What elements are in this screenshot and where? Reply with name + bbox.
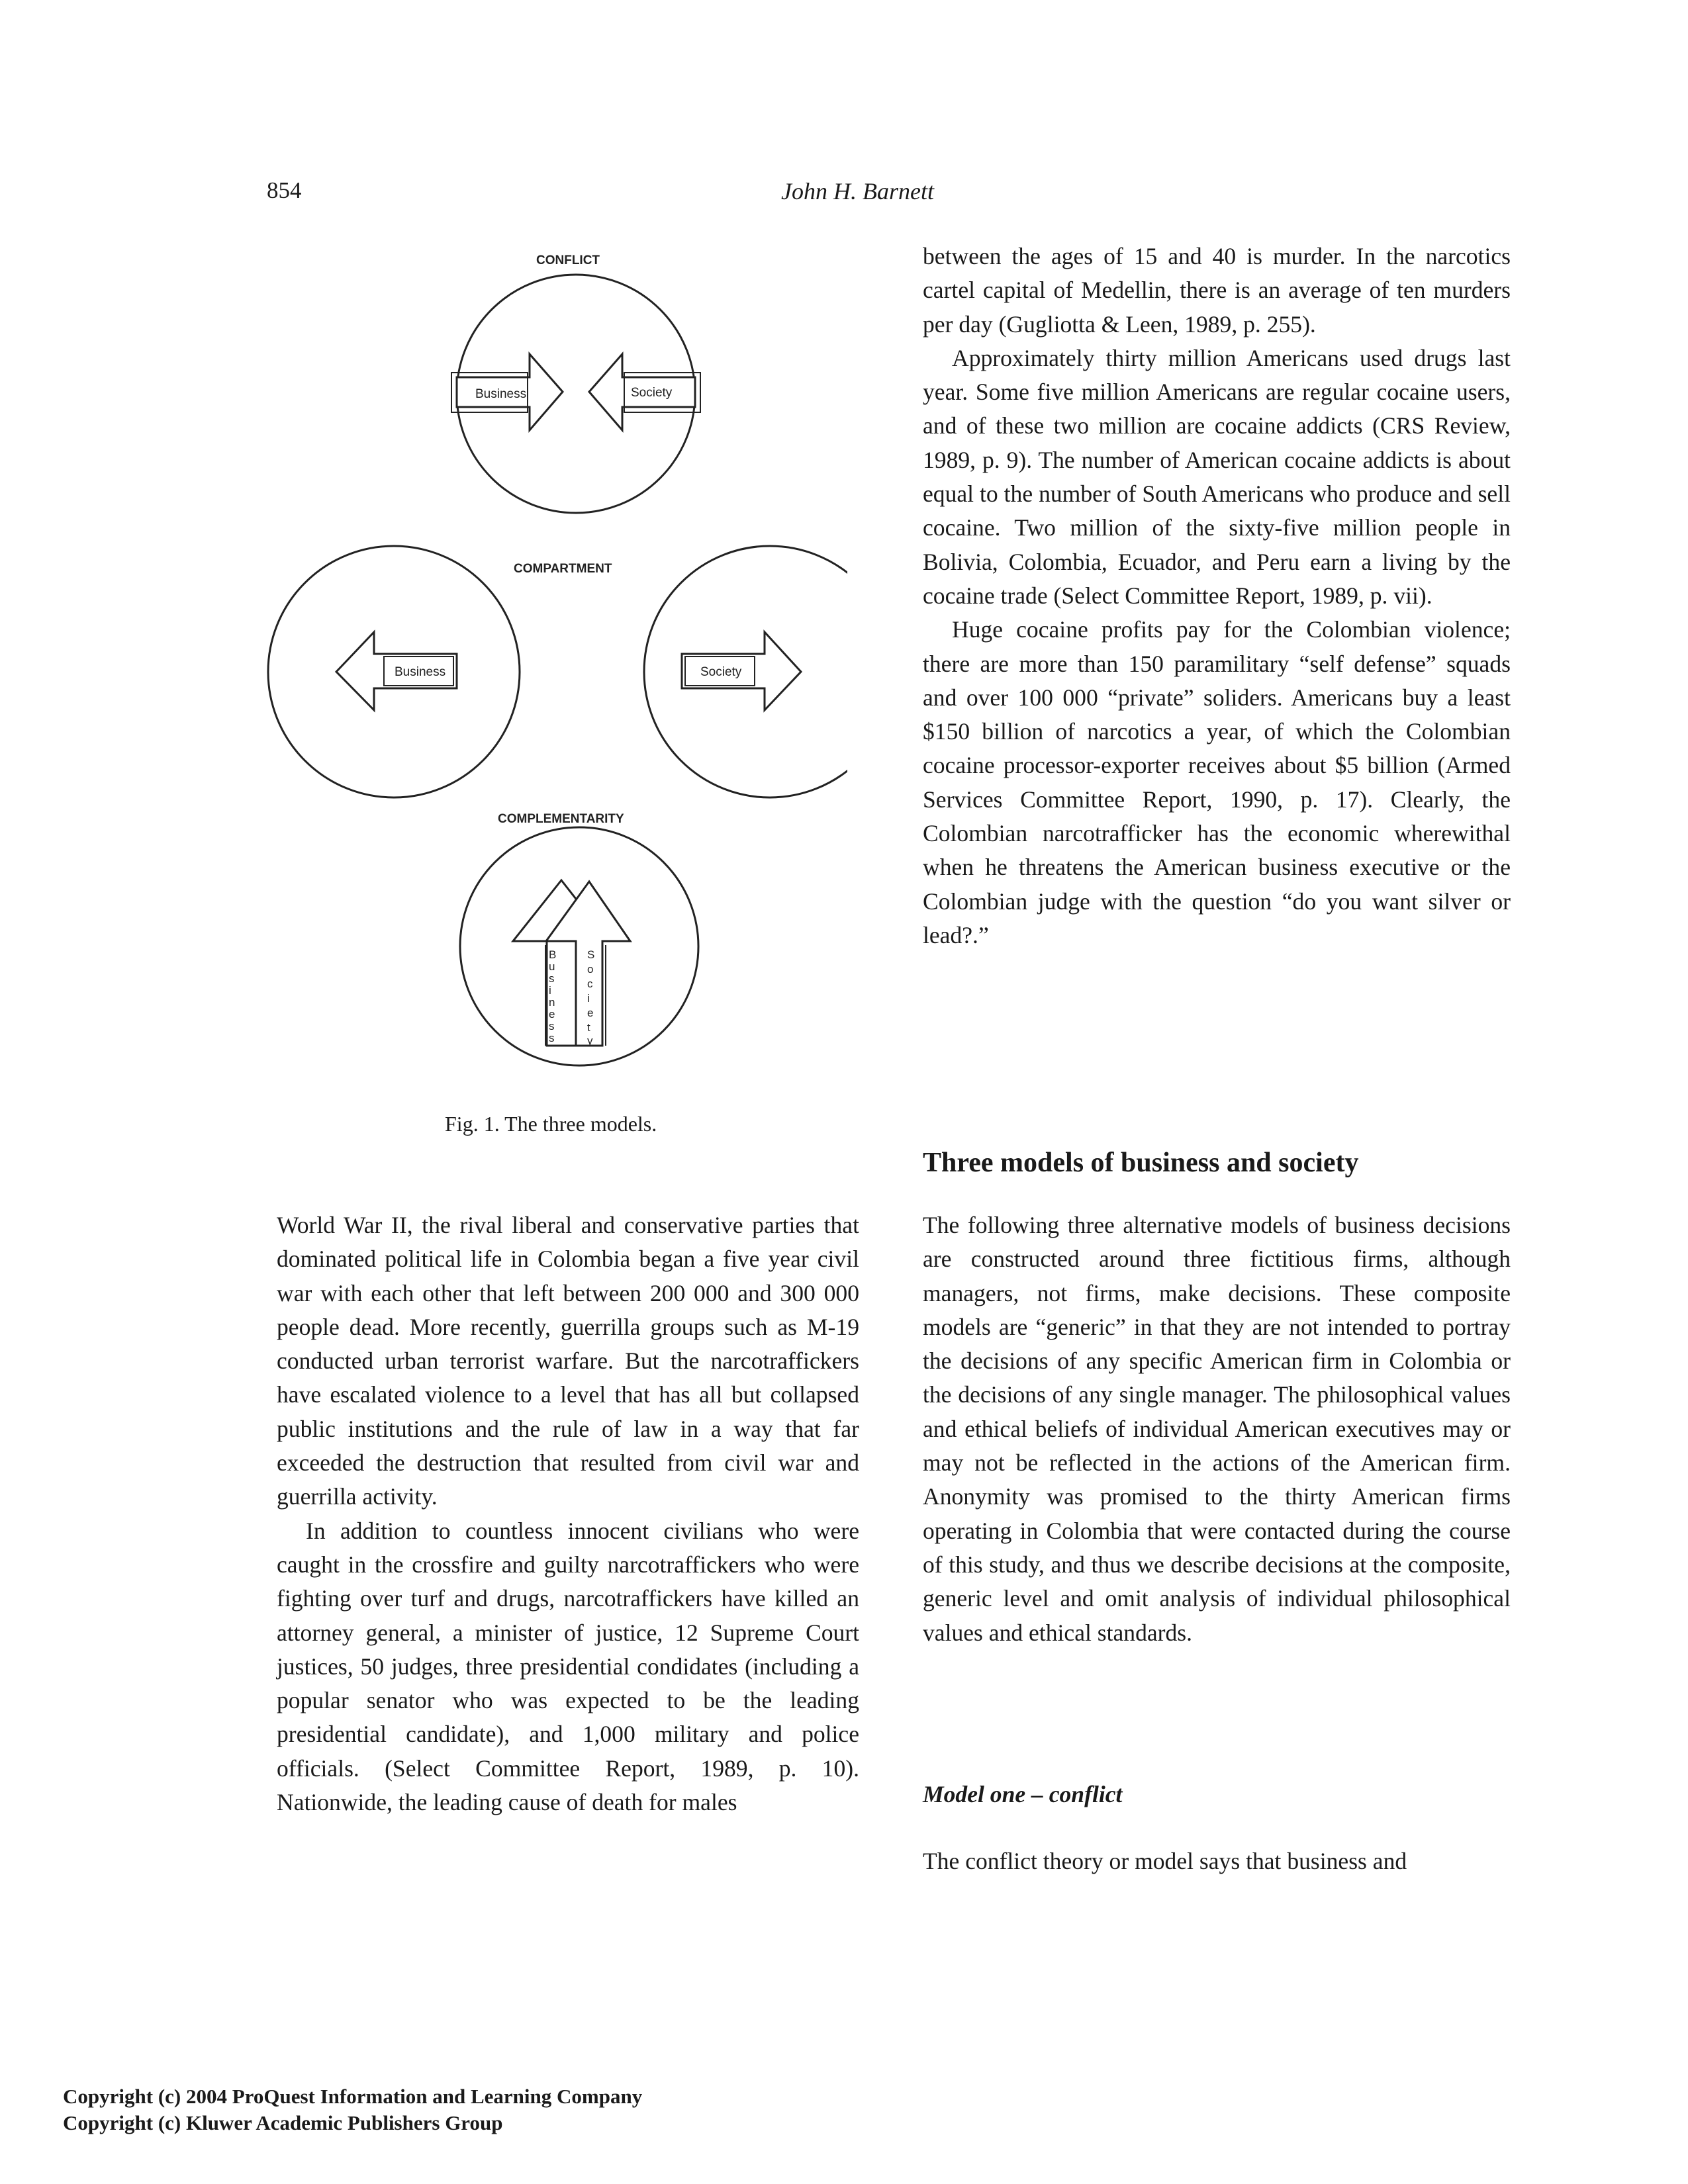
paragraph: The conflict theory or model says that business and: [923, 1848, 1407, 1874]
vertical-society-letter: y: [587, 1034, 593, 1047]
page-number: 854: [267, 177, 302, 203]
figure-caption: Fig. 1. The three models.: [445, 1112, 657, 1136]
vertical-society-letter: e: [587, 1007, 594, 1019]
paragraph: The following three alternative models of business decisions are constructed around three fictitious firms, although managers, not firms, make decisions. These composite models are “generic” in that they are not intended to portray the decisions of any specific American firm in Colombia or the decisions of any single manager. The philosophical values and ethical beliefs of individual American executives may or may not be reflected in the actions of the American firm. Anonymity was promised to the thirty American firms operating in Colombia that were contacted during the course of this study, and thus we describe decisions at the composite, generic level and omit analysis of individual philosophical values and ethical standards.: [923, 1212, 1511, 1646]
three-models-figure: [265, 245, 847, 1072]
vertical-business-letter: s: [549, 1020, 555, 1032]
paragraph: Huge cocaine profits pay for the Colombian violence; there are more than 150 paramilitary “self defense” squads and over 100 000 “private” soliders. Americans buy a least $150 billion of narcotics a year, of which the Colombian cocaine processor-exporter receives about $5 billion (Armed Services Committee Report, 1990, p. 17). Clearly, the Colombian narcotrafficker has the economic wherewithal when he threatens the American business executive or the Colombian judge with the question “do you want silver or lead?.”: [923, 616, 1511, 948]
compartment-society-label: Society: [700, 665, 742, 679]
subsection-paragraph-block: [923, 1844, 1511, 1878]
vertical-society-letter: o: [587, 963, 594, 976]
subsection-heading: Model one – conflict: [923, 1781, 1123, 1807]
vertical-business-letter: e: [549, 1008, 555, 1021]
copyright-line-2: Copyright (c) Kluwer Academic Publishers Group: [63, 2111, 503, 2134]
paragraph: between the ages of 15 and 40 is murder. In the narcotics cartel capital of Medellin, there is an average of ten murders per day (Gugliotta & Leen, 1989, p. 255).: [923, 243, 1511, 338]
label-compartment: COMPARTMENT: [514, 562, 612, 576]
paragraph: In addition to countless innocent civilians who were caught in the crossfire and guilty narcotraffickers who were fighting over turf and drugs, narcotraffickers have killed an attorney general, a minister of justice, 12 Supreme Court justices, 50 judges, three presidential condidates (including a popular senator who was expected to be the leading presidential candidate), and 1,000 military and police officials. (Select Committee Report, 1989, p. 10). Nationwide, the leading cause of death for males: [277, 1517, 859, 1816]
vertical-business-letter: i: [549, 984, 551, 997]
conflict-business-label: Business: [475, 387, 527, 401]
left-column-text: [277, 1208, 859, 1819]
vertical-society-letter: t: [587, 1021, 590, 1034]
label-complementarity: COMPLEMENTARITY: [498, 812, 624, 826]
section-heading: Three models of business and society: [923, 1148, 1359, 1178]
vertical-business-letter: B: [549, 948, 557, 961]
vertical-business-letter: s: [549, 972, 555, 985]
paragraph: Approximately thirty million Americans used drugs last year. Some five million Americans are regular cocaine users, and of these two million are cocaine addicts (CRS Review, 1989, p. 9). The number of American cocaine addicts is about equal to the number of South Americans who produce and sell cocaine. Two million of the sixty-five million people in Bolivia, Colombia, Ecuador, and Peru earn a living by the cocaine trade (Select Committee Report, 1989, p. vii).: [923, 344, 1511, 609]
vertical-business-letter: u: [549, 960, 555, 973]
vertical-business-letter: s: [549, 1032, 555, 1044]
compartment-business-label: Business: [395, 665, 446, 679]
section-paragraph-block: [923, 1208, 1511, 1650]
vertical-society-letter: c: [587, 978, 593, 990]
paragraph: World War II, the rival liberal and conservative parties that dominated political life in Colombia began a five year civil war with each other that left between 200 000 and 300 000 people dead. More recently, guerrilla groups such as M-19 conducted urban terrorist warfare. But the narcotraffickers have escalated violence to a level that has all but collapsed public institutions and the rule of law in a way that far exceeded the destruction that resulted from civil war and guerrilla activity.: [277, 1212, 859, 1510]
label-conflict: CONFLICT: [536, 253, 600, 267]
vertical-business-letter: n: [549, 996, 555, 1009]
copyright-line-1: Copyright (c) 2004 ProQuest Information and Learning Company: [63, 2085, 643, 2108]
vertical-society-letter: i: [587, 992, 590, 1005]
vertical-society-letter: S: [587, 948, 595, 961]
conflict-society-label: Society: [631, 386, 673, 400]
running-head: John H. Barnett: [781, 178, 934, 205]
right-column-top: [923, 240, 1511, 952]
